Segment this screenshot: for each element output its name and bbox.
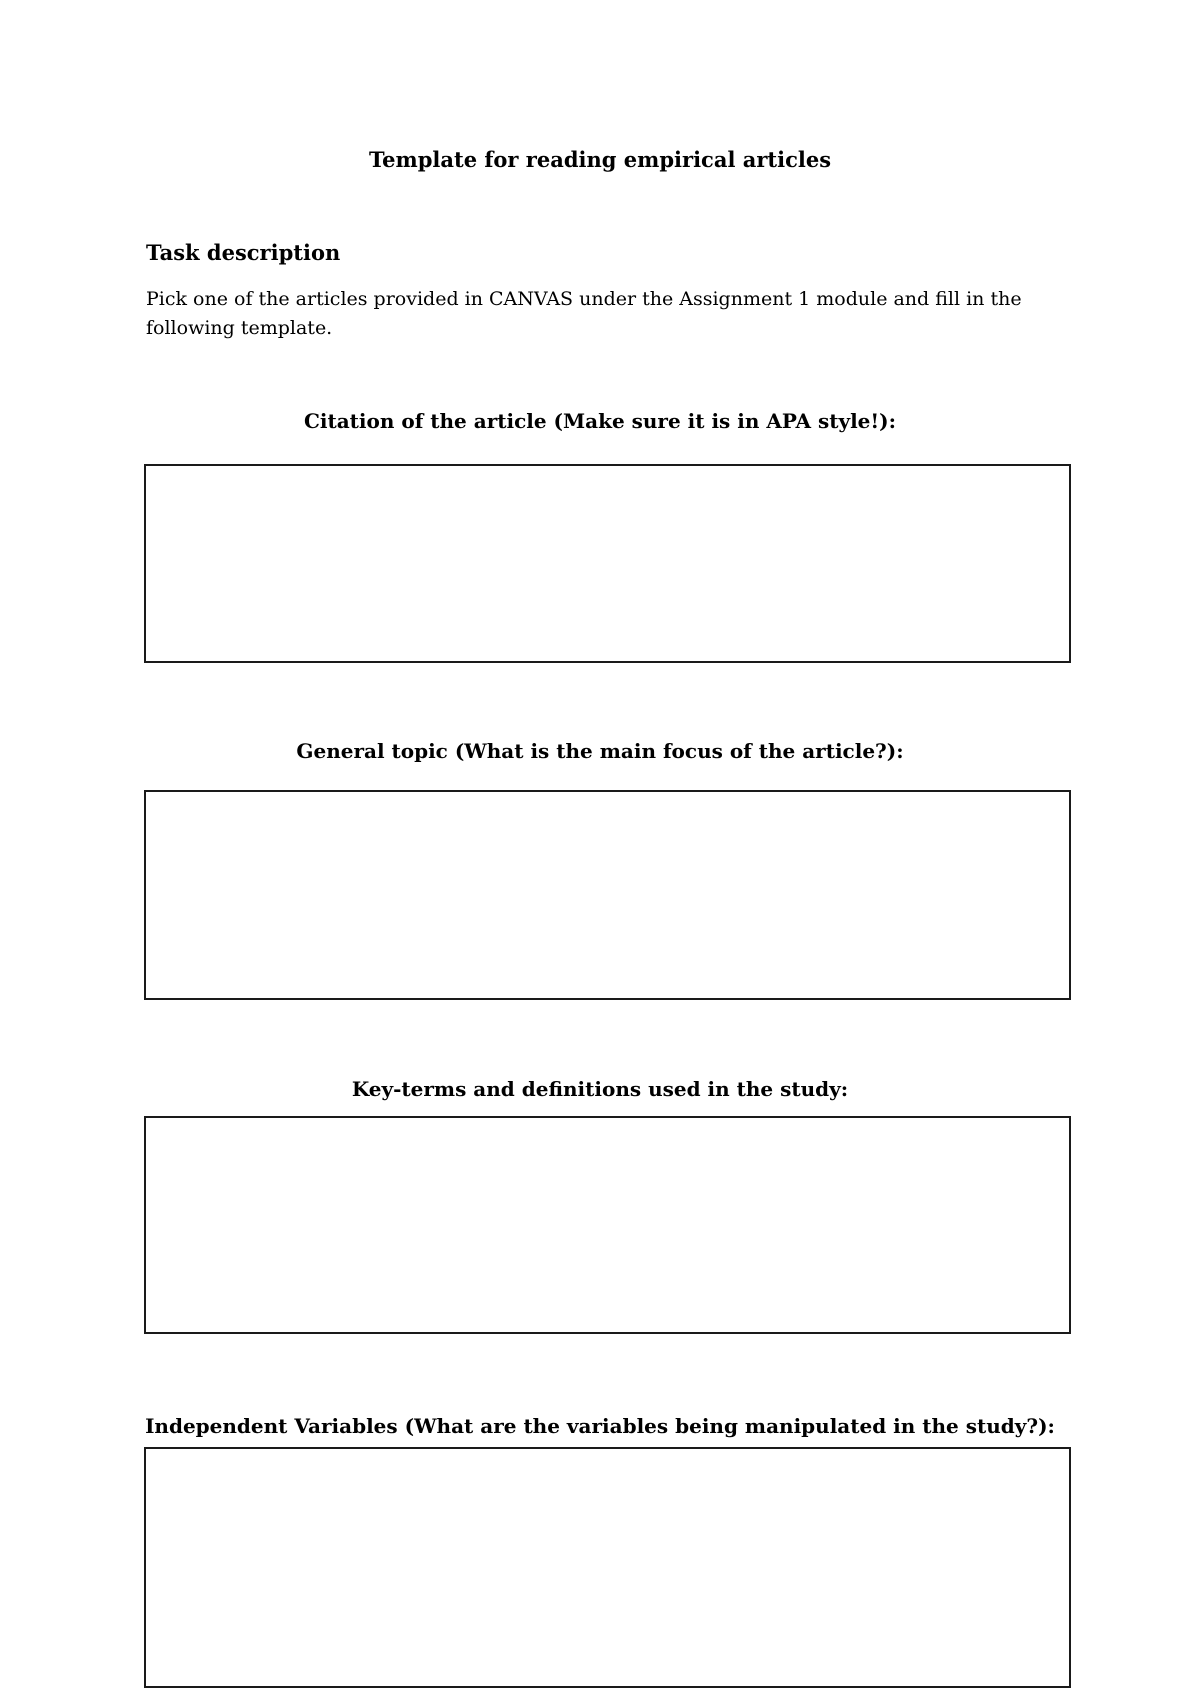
document-title: Template for reading empirical articles [368,147,832,172]
task-description-heading: Task description [146,240,341,265]
task-description-text: Pick one of the articles provided in CANVAS under the Assignment 1 module and fill in the following template. [146,288,1022,339]
general-topic-label: General topic (What is the main focus of the article?): [296,739,904,763]
independent-variables-answer-box[interactable] [144,1447,1071,1688]
key-terms-label: Key-terms and definitions used in the study: [351,1077,849,1101]
independent-variables-label: Independent Variables (What are the variables being manipulated in the study?): [145,1414,1055,1438]
key-terms-answer-box[interactable] [144,1116,1071,1334]
citation-answer-box[interactable] [144,464,1071,663]
general-topic-answer-box[interactable] [144,790,1071,1000]
citation-label: Citation of the article (Make sure it is in APA style!): [303,409,897,433]
